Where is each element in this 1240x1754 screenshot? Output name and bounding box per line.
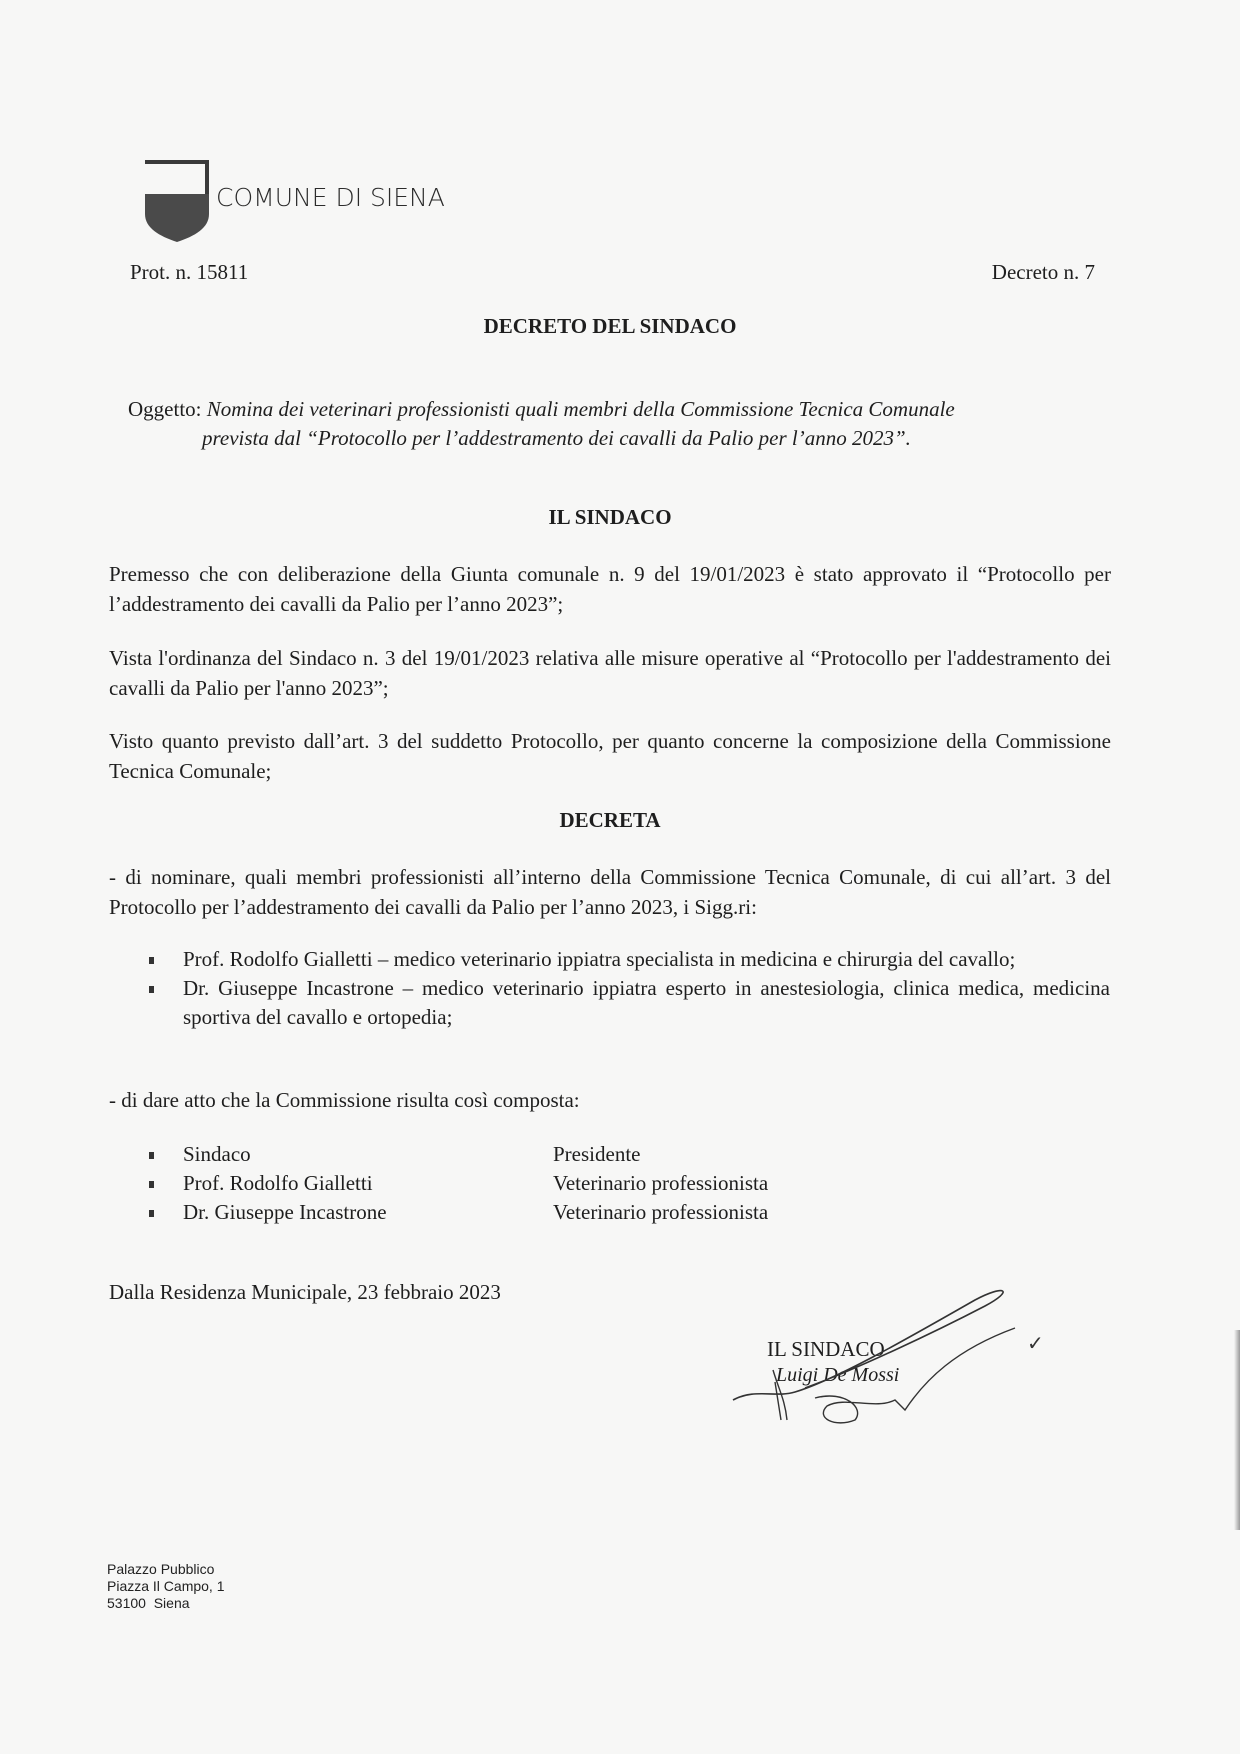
member-role: Veterinario professionista xyxy=(553,1171,769,1195)
nominees-list xyxy=(145,945,1110,1032)
premise-paragraph: Visto quanto previsto dall’art. 3 del suddetto Protocollo, per quanto concerne la composizione della Commissione Tecnica Comunale; xyxy=(109,729,1111,783)
nomination-intro: - di nominare, quali membri professionisti all’interno della Commissione Tecnica Comunale, di cui all’art. 3 del Protocollo per l’addestramento dei cavalli da Palio per l’anno 2023, i Sigg.ri: xyxy=(109,865,1111,919)
member-role: Veterinario professionista xyxy=(553,1200,769,1224)
address-line: 53100 Siena xyxy=(107,1595,190,1611)
premise-paragraph: Premesso che con deliberazione della Giunta comunale n. 9 del 19/01/2023 è stato approvato il “Protocollo per l’addestramento dei cavalli da Palio per l’anno 2023”; xyxy=(109,562,1111,616)
decree-heading: DECRETA xyxy=(559,808,661,832)
nominee-item: Prof. Rodolfo Gialletti – medico veterinario ippiatra specialista in medicina e chirurgia del cavallo; xyxy=(145,945,1110,974)
subject-label: Oggetto: xyxy=(128,397,202,421)
nominee-item: Dr. Giuseppe Incastrone – medico veterinario ippiatra esperto in anestesiologia, clinica medica, medicina sportiva del cavallo e ortopedia; xyxy=(145,974,1110,1032)
composition-row xyxy=(145,1198,768,1227)
premise-paragraph: Vista l'ordinanza del Sindaco n. 3 del 19/01/2023 relativa alle misure operative al “Protocollo per l'addestramento dei cavalli da Palio per l'anno 2023”; xyxy=(109,646,1111,700)
member-name: Dr. Giuseppe Incastrone xyxy=(183,1200,387,1224)
check-mark-icon: ✓ xyxy=(1027,1333,1044,1355)
composition-intro: - di dare atto che la Commissione risulta così composta: xyxy=(109,1088,580,1112)
organization-name: COMUNE DI SIENA xyxy=(216,183,445,212)
composition-row xyxy=(145,1140,768,1169)
place-and-date: Dalla Residenza Municipale, 23 febbraio 2023 xyxy=(109,1280,501,1304)
issuer-heading: IL SINDACO xyxy=(548,505,672,529)
composition-list xyxy=(145,1140,768,1227)
decree-number: Decreto n. 7 xyxy=(991,260,1095,284)
footer-address xyxy=(107,1561,225,1612)
protocol-number: Prot. n. 15811 xyxy=(130,260,249,284)
signatory-name: Luigi De Mossi xyxy=(776,1364,900,1386)
address-line: Palazzo Pubblico xyxy=(107,1561,215,1577)
member-role: Presidente xyxy=(553,1142,641,1166)
address-line: Piazza Il Campo, 1 xyxy=(107,1578,225,1594)
subject-block xyxy=(128,395,1108,453)
siena-coat-of-arms-icon xyxy=(143,158,213,242)
scan-page-edge xyxy=(1234,1330,1240,1530)
handwritten-signature-icon xyxy=(715,1270,1055,1430)
signatory-title: IL SINDACO xyxy=(767,1337,885,1361)
member-name: Prof. Rodolfo Gialletti xyxy=(183,1171,373,1195)
subject-line-2: prevista dal “Protocollo per l’addestramento dei cavalli da Palio per l’anno 2023”. xyxy=(202,426,911,450)
document-title: DECRETO DEL SINDACO xyxy=(483,314,737,338)
member-name: Sindaco xyxy=(183,1142,251,1166)
composition-row xyxy=(145,1169,768,1198)
subject-line-1: Nomina dei veterinari professionisti quali membri della Commissione Tecnica Comunale xyxy=(206,397,955,421)
